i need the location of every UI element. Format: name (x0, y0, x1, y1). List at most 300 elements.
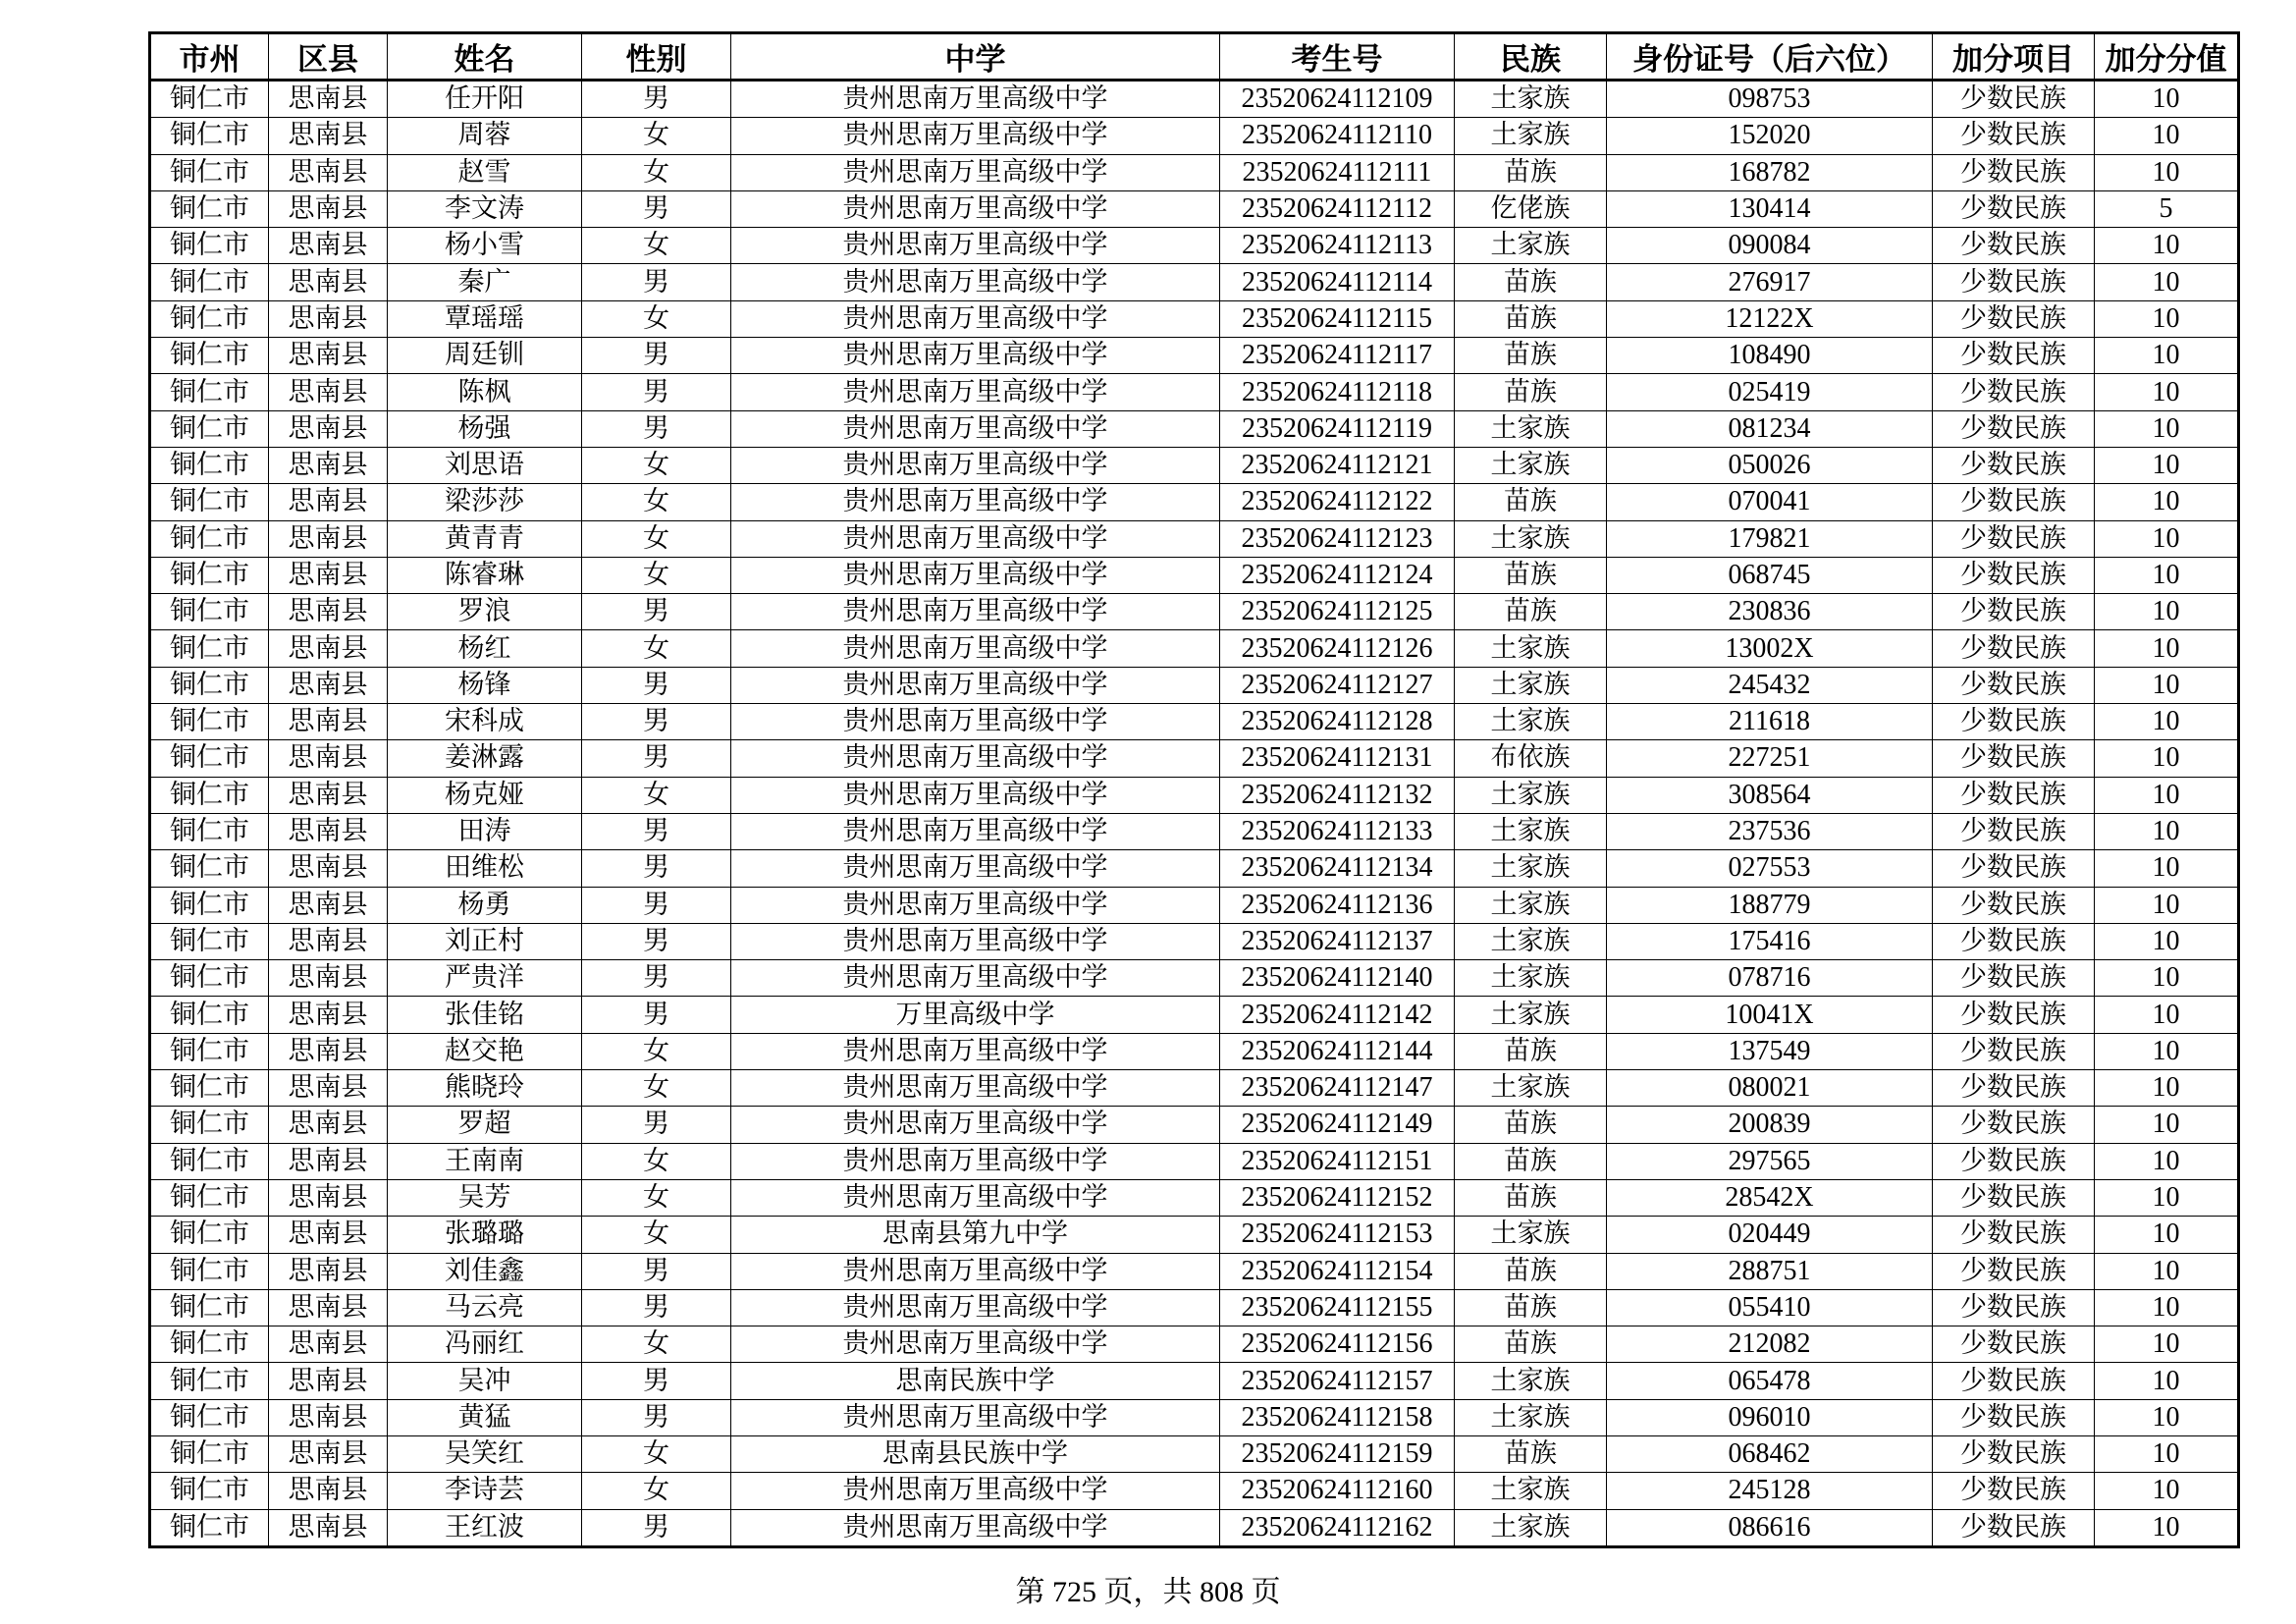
cell-exam-id-col: 23520624112125 (1220, 594, 1455, 630)
cell-name-col: 吴芳 (388, 1179, 582, 1216)
cell-exam-id-col: 23520624112144 (1220, 1033, 1455, 1069)
cell-county-col: 思南县 (269, 447, 388, 483)
cell-ethnicity-col: 土家族 (1455, 1217, 1607, 1253)
cell-id-suffix-col: 10041X (1607, 997, 1933, 1033)
cell-ethnicity-col: 苗族 (1455, 374, 1607, 410)
cell-ethnicity-col: 土家族 (1455, 447, 1607, 483)
cell-ethnicity-col: 苗族 (1455, 1033, 1607, 1069)
cell-gender-col: 女 (582, 557, 731, 593)
cell-ethnicity-col: 苗族 (1455, 594, 1607, 630)
cell-bonus-item-col: 少数民族 (1933, 1399, 2095, 1435)
cell-city-col: 铜仁市 (150, 887, 269, 923)
cell-county-col: 思南县 (269, 630, 388, 667)
cell-bonus-value-col: 10 (2095, 81, 2239, 118)
cell-bonus-item-col: 少数民族 (1933, 1070, 2095, 1107)
cell-ethnicity-col: 布依族 (1455, 740, 1607, 777)
table-header (150, 33, 2239, 81)
cell-ethnicity-col: 土家族 (1455, 813, 1607, 849)
cell-exam-id-col: 23520624112117 (1220, 338, 1455, 374)
cell-bonus-value-col: 10 (2095, 997, 2239, 1033)
cell-name-col: 黄猛 (388, 1399, 582, 1435)
table-row (150, 190, 2239, 227)
header-name-col: 姓名 (388, 33, 582, 81)
cell-county-col: 思南县 (269, 520, 388, 557)
cell-exam-id-col: 23520624112133 (1220, 813, 1455, 849)
cell-school-col: 思南民族中学 (731, 1363, 1220, 1399)
cell-gender-col: 男 (582, 667, 731, 703)
cell-name-col: 吴笑红 (388, 1435, 582, 1472)
cell-bonus-value-col: 10 (2095, 1179, 2239, 1216)
cell-city-col: 铜仁市 (150, 374, 269, 410)
cell-school-col: 贵州思南万里高级中学 (731, 777, 1220, 813)
cell-bonus-value-col: 10 (2095, 1435, 2239, 1472)
cell-exam-id-col: 23520624112110 (1220, 118, 1455, 154)
cell-exam-id-col: 23520624112136 (1220, 887, 1455, 923)
cell-exam-id-col: 23520624112156 (1220, 1326, 1455, 1363)
header-bonus-value-col: 加分分值 (2095, 33, 2239, 81)
cell-ethnicity-col: 土家族 (1455, 1399, 1607, 1435)
cell-school-col: 贵州思南万里高级中学 (731, 410, 1220, 447)
cell-id-suffix-col: 086616 (1607, 1509, 1933, 1546)
cell-city-col: 铜仁市 (150, 777, 269, 813)
cell-school-col: 贵州思南万里高级中学 (731, 1179, 1220, 1216)
cell-gender-col: 男 (582, 81, 731, 118)
cell-id-suffix-col: 13002X (1607, 630, 1933, 667)
table-row (150, 300, 2239, 337)
cell-county-col: 思南县 (269, 850, 388, 887)
cell-bonus-value-col: 10 (2095, 850, 2239, 887)
cell-name-col: 王红波 (388, 1509, 582, 1546)
table-row (150, 594, 2239, 630)
cell-county-col: 思南县 (269, 887, 388, 923)
cell-gender-col: 女 (582, 1143, 731, 1179)
cell-exam-id-col: 23520624112154 (1220, 1253, 1455, 1289)
header-city-col: 市州 (150, 33, 269, 81)
cell-school-col: 贵州思南万里高级中学 (731, 300, 1220, 337)
cell-gender-col: 女 (582, 1435, 731, 1472)
cell-bonus-item-col: 少数民族 (1933, 740, 2095, 777)
cell-name-col: 陈枫 (388, 374, 582, 410)
cell-exam-id-col: 23520624112155 (1220, 1289, 1455, 1326)
table-row (150, 154, 2239, 190)
cell-id-suffix-col: 237536 (1607, 813, 1933, 849)
cell-bonus-value-col: 10 (2095, 154, 2239, 190)
cell-ethnicity-col: 苗族 (1455, 1179, 1607, 1216)
cell-name-col: 冯丽红 (388, 1326, 582, 1363)
cell-bonus-item-col: 少数民族 (1933, 190, 2095, 227)
table-row (150, 960, 2239, 997)
cell-school-col: 贵州思南万里高级中学 (731, 1033, 1220, 1069)
cell-bonus-item-col: 少数民族 (1933, 1107, 2095, 1143)
cell-bonus-value-col: 10 (2095, 1363, 2239, 1399)
cell-county-col: 思南县 (269, 190, 388, 227)
table-row (150, 410, 2239, 447)
cell-id-suffix-col: 200839 (1607, 1107, 1933, 1143)
cell-city-col: 铜仁市 (150, 1179, 269, 1216)
cell-ethnicity-col: 苗族 (1455, 484, 1607, 520)
cell-school-col: 贵州思南万里高级中学 (731, 594, 1220, 630)
cell-gender-col: 女 (582, 484, 731, 520)
cell-name-col: 周廷钏 (388, 338, 582, 374)
cell-exam-id-col: 23520624112158 (1220, 1399, 1455, 1435)
cell-bonus-value-col: 10 (2095, 1326, 2239, 1363)
cell-ethnicity-col: 土家族 (1455, 887, 1607, 923)
cell-gender-col: 女 (582, 118, 731, 154)
cell-gender-col: 女 (582, 1033, 731, 1069)
cell-gender-col: 男 (582, 374, 731, 410)
cell-bonus-value-col: 10 (2095, 338, 2239, 374)
cell-city-col: 铜仁市 (150, 923, 269, 959)
table-row (150, 484, 2239, 520)
cell-exam-id-col: 23520624112131 (1220, 740, 1455, 777)
cell-name-col: 杨锋 (388, 667, 582, 703)
cell-ethnicity-col: 苗族 (1455, 1435, 1607, 1472)
cell-ethnicity-col: 仡佬族 (1455, 190, 1607, 227)
cell-id-suffix-col: 081234 (1607, 410, 1933, 447)
table-row (150, 1473, 2239, 1509)
cell-school-col: 贵州思南万里高级中学 (731, 1509, 1220, 1546)
cell-school-col: 贵州思南万里高级中学 (731, 374, 1220, 410)
cell-county-col: 思南县 (269, 1253, 388, 1289)
cell-id-suffix-col: 020449 (1607, 1217, 1933, 1253)
table-row (150, 1399, 2239, 1435)
cell-name-col: 李诗芸 (388, 1473, 582, 1509)
cell-bonus-item-col: 少数民族 (1933, 264, 2095, 300)
cell-gender-col: 男 (582, 264, 731, 300)
cell-gender-col: 男 (582, 1253, 731, 1289)
cell-bonus-item-col: 少数民族 (1933, 1289, 2095, 1326)
cell-gender-col: 男 (582, 1399, 731, 1435)
cell-ethnicity-col: 土家族 (1455, 1509, 1607, 1546)
cell-name-col: 罗超 (388, 1107, 582, 1143)
cell-name-col: 杨红 (388, 630, 582, 667)
cell-county-col: 思南县 (269, 1363, 388, 1399)
cell-gender-col: 男 (582, 960, 731, 997)
cell-id-suffix-col: 188779 (1607, 887, 1933, 923)
cell-bonus-item-col: 少数民族 (1933, 1033, 2095, 1069)
cell-id-suffix-col: 025419 (1607, 374, 1933, 410)
cell-county-col: 思南县 (269, 1473, 388, 1509)
cell-name-col: 梁莎莎 (388, 484, 582, 520)
cell-bonus-value-col: 10 (2095, 447, 2239, 483)
cell-county-col: 思南县 (269, 264, 388, 300)
cell-county-col: 思南县 (269, 594, 388, 630)
cell-id-suffix-col: 276917 (1607, 264, 1933, 300)
cell-ethnicity-col: 苗族 (1455, 1326, 1607, 1363)
table-row (150, 1363, 2239, 1399)
cell-exam-id-col: 23520624112126 (1220, 630, 1455, 667)
cell-id-suffix-col: 168782 (1607, 154, 1933, 190)
cell-bonus-value-col: 10 (2095, 1143, 2239, 1179)
cell-city-col: 铜仁市 (150, 410, 269, 447)
cell-exam-id-col: 23520624112160 (1220, 1473, 1455, 1509)
cell-id-suffix-col: 175416 (1607, 923, 1933, 959)
cell-city-col: 铜仁市 (150, 960, 269, 997)
cell-school-col: 贵州思南万里高级中学 (731, 1253, 1220, 1289)
cell-city-col: 铜仁市 (150, 813, 269, 849)
cell-bonus-item-col: 少数民族 (1933, 667, 2095, 703)
cell-name-col: 吴冲 (388, 1363, 582, 1399)
cell-bonus-item-col: 少数民族 (1933, 374, 2095, 410)
cell-ethnicity-col: 土家族 (1455, 81, 1607, 118)
cell-gender-col: 男 (582, 1509, 731, 1546)
cell-bonus-item-col: 少数民族 (1933, 300, 2095, 337)
cell-bonus-value-col: 10 (2095, 1473, 2239, 1509)
cell-gender-col: 男 (582, 740, 731, 777)
cell-bonus-item-col: 少数民族 (1933, 1179, 2095, 1216)
header-ethnicity-col: 民族 (1455, 33, 1607, 81)
cell-city-col: 铜仁市 (150, 1217, 269, 1253)
cell-name-col: 陈睿琳 (388, 557, 582, 593)
cell-id-suffix-col: 245432 (1607, 667, 1933, 703)
cell-school-col: 贵州思南万里高级中学 (731, 154, 1220, 190)
cell-exam-id-col: 23520624112140 (1220, 960, 1455, 997)
cell-school-col: 贵州思南万里高级中学 (731, 887, 1220, 923)
cell-county-col: 思南县 (269, 1107, 388, 1143)
cell-city-col: 铜仁市 (150, 264, 269, 300)
cell-bonus-value-col: 10 (2095, 704, 2239, 740)
cell-name-col: 赵雪 (388, 154, 582, 190)
table-row (150, 923, 2239, 959)
cell-bonus-item-col: 少数民族 (1933, 813, 2095, 849)
cell-bonus-item-col: 少数民族 (1933, 520, 2095, 557)
cell-county-col: 思南县 (269, 1217, 388, 1253)
cell-gender-col: 女 (582, 630, 731, 667)
cell-name-col: 王南南 (388, 1143, 582, 1179)
cell-ethnicity-col: 土家族 (1455, 1363, 1607, 1399)
cell-gender-col: 女 (582, 520, 731, 557)
cell-ethnicity-col: 土家族 (1455, 1473, 1607, 1509)
cell-bonus-value-col: 10 (2095, 1399, 2239, 1435)
cell-id-suffix-col: 080021 (1607, 1070, 1933, 1107)
cell-ethnicity-col: 土家族 (1455, 850, 1607, 887)
cell-id-suffix-col: 055410 (1607, 1289, 1933, 1326)
cell-school-col: 贵州思南万里高级中学 (731, 447, 1220, 483)
cell-city-col: 铜仁市 (150, 740, 269, 777)
cell-school-col: 贵州思南万里高级中学 (731, 264, 1220, 300)
cell-ethnicity-col: 苗族 (1455, 300, 1607, 337)
cell-id-suffix-col: 108490 (1607, 338, 1933, 374)
cell-gender-col: 男 (582, 997, 731, 1033)
cell-name-col: 杨勇 (388, 887, 582, 923)
cell-bonus-item-col: 少数民族 (1933, 81, 2095, 118)
cell-name-col: 罗浪 (388, 594, 582, 630)
table-row (150, 704, 2239, 740)
cell-bonus-value-col: 10 (2095, 264, 2239, 300)
cell-id-suffix-col: 308564 (1607, 777, 1933, 813)
cell-city-col: 铜仁市 (150, 1033, 269, 1069)
cell-county-col: 思南县 (269, 228, 388, 264)
cell-name-col: 田维松 (388, 850, 582, 887)
cell-bonus-item-col: 少数民族 (1933, 923, 2095, 959)
table-row (150, 630, 2239, 667)
cell-gender-col: 男 (582, 410, 731, 447)
cell-name-col: 马云亮 (388, 1289, 582, 1326)
cell-bonus-item-col: 少数民族 (1933, 1473, 2095, 1509)
cell-bonus-value-col: 10 (2095, 887, 2239, 923)
cell-gender-col: 女 (582, 228, 731, 264)
cell-ethnicity-col: 土家族 (1455, 960, 1607, 997)
cell-ethnicity-col: 苗族 (1455, 1107, 1607, 1143)
cell-id-suffix-col: 050026 (1607, 447, 1933, 483)
cell-county-col: 思南县 (269, 777, 388, 813)
cell-id-suffix-col: 065478 (1607, 1363, 1933, 1399)
cell-ethnicity-col: 苗族 (1455, 1253, 1607, 1289)
header-exam-id-col: 考生号 (1220, 33, 1455, 81)
cell-gender-col: 男 (582, 1363, 731, 1399)
cell-ethnicity-col: 土家族 (1455, 1070, 1607, 1107)
cell-bonus-value-col: 10 (2095, 228, 2239, 264)
cell-county-col: 思南县 (269, 81, 388, 118)
cell-bonus-value-col: 10 (2095, 960, 2239, 997)
cell-id-suffix-col: 137549 (1607, 1033, 1933, 1069)
cell-school-col: 贵州思南万里高级中学 (731, 557, 1220, 593)
cell-id-suffix-col: 230836 (1607, 594, 1933, 630)
cell-exam-id-col: 23520624112149 (1220, 1107, 1455, 1143)
cell-bonus-value-col: 10 (2095, 1253, 2239, 1289)
cell-gender-col: 女 (582, 447, 731, 483)
table-row (150, 997, 2239, 1033)
cell-gender-col: 女 (582, 1070, 731, 1107)
cell-bonus-item-col: 少数民族 (1933, 1217, 2095, 1253)
cell-exam-id-col: 23520624112132 (1220, 777, 1455, 813)
cell-gender-col: 男 (582, 190, 731, 227)
cell-ethnicity-col: 苗族 (1455, 1143, 1607, 1179)
cell-bonus-value-col: 10 (2095, 667, 2239, 703)
table-row (150, 1143, 2239, 1179)
header-row (150, 33, 2239, 81)
cell-city-col: 铜仁市 (150, 118, 269, 154)
cell-bonus-item-col: 少数民族 (1933, 1435, 2095, 1472)
cell-name-col: 熊晓玲 (388, 1070, 582, 1107)
cell-gender-col: 男 (582, 887, 731, 923)
cell-exam-id-col: 23520624112115 (1220, 300, 1455, 337)
cell-school-col: 贵州思南万里高级中学 (731, 960, 1220, 997)
cell-county-col: 思南县 (269, 1033, 388, 1069)
cell-county-col: 思南县 (269, 338, 388, 374)
cell-id-suffix-col: 297565 (1607, 1143, 1933, 1179)
cell-bonus-item-col: 少数民族 (1933, 447, 2095, 483)
cell-school-col: 贵州思南万里高级中学 (731, 81, 1220, 118)
cell-ethnicity-col: 土家族 (1455, 118, 1607, 154)
cell-county-col: 思南县 (269, 1143, 388, 1179)
cell-name-col: 赵交艳 (388, 1033, 582, 1069)
cell-id-suffix-col: 179821 (1607, 520, 1933, 557)
cell-county-col: 思南县 (269, 1070, 388, 1107)
cell-city-col: 铜仁市 (150, 154, 269, 190)
table-row (150, 447, 2239, 483)
cell-id-suffix-col: 152020 (1607, 118, 1933, 154)
cell-school-col: 贵州思南万里高级中学 (731, 1399, 1220, 1435)
cell-bonus-value-col: 10 (2095, 1107, 2239, 1143)
header-id-suffix-col: 身份证号（后六位） (1607, 33, 1933, 81)
table-row (150, 1253, 2239, 1289)
cell-school-col: 贵州思南万里高级中学 (731, 190, 1220, 227)
cell-bonus-value-col: 10 (2095, 1033, 2239, 1069)
cell-name-col: 严贵洋 (388, 960, 582, 997)
cell-id-suffix-col: 227251 (1607, 740, 1933, 777)
cell-gender-col: 男 (582, 1107, 731, 1143)
cell-bonus-item-col: 少数民族 (1933, 594, 2095, 630)
cell-bonus-value-col: 10 (2095, 374, 2239, 410)
cell-bonus-value-col: 10 (2095, 118, 2239, 154)
cell-exam-id-col: 23520624112124 (1220, 557, 1455, 593)
cell-bonus-item-col: 少数民族 (1933, 338, 2095, 374)
cell-bonus-item-col: 少数民族 (1933, 887, 2095, 923)
cell-bonus-item-col: 少数民族 (1933, 1363, 2095, 1399)
cell-bonus-value-col: 10 (2095, 777, 2239, 813)
cell-ethnicity-col: 土家族 (1455, 228, 1607, 264)
cell-name-col: 刘思语 (388, 447, 582, 483)
cell-gender-col: 女 (582, 1217, 731, 1253)
table-row (150, 1509, 2239, 1546)
cell-bonus-value-col: 10 (2095, 1289, 2239, 1326)
cell-id-suffix-col: 070041 (1607, 484, 1933, 520)
cell-school-col: 思南县民族中学 (731, 1435, 1220, 1472)
cell-bonus-value-col: 10 (2095, 520, 2239, 557)
cell-city-col: 铜仁市 (150, 338, 269, 374)
cell-bonus-value-col: 10 (2095, 594, 2239, 630)
cell-city-col: 铜仁市 (150, 1289, 269, 1326)
cell-ethnicity-col: 土家族 (1455, 777, 1607, 813)
cell-county-col: 思南县 (269, 374, 388, 410)
cell-bonus-value-col: 10 (2095, 410, 2239, 447)
table-row (150, 1179, 2239, 1216)
cell-county-col: 思南县 (269, 923, 388, 959)
cell-bonus-item-col: 少数民族 (1933, 704, 2095, 740)
table-row (150, 813, 2239, 849)
cell-city-col: 铜仁市 (150, 594, 269, 630)
cell-school-col: 贵州思南万里高级中学 (731, 630, 1220, 667)
cell-gender-col: 女 (582, 300, 731, 337)
cell-id-suffix-col: 078716 (1607, 960, 1933, 997)
cell-id-suffix-col: 096010 (1607, 1399, 1933, 1435)
header-gender-col: 性别 (582, 33, 731, 81)
cell-gender-col: 女 (582, 154, 731, 190)
cell-county-col: 思南县 (269, 667, 388, 703)
cell-school-col: 思南县第九中学 (731, 1217, 1220, 1253)
cell-exam-id-col: 23520624112114 (1220, 264, 1455, 300)
cell-bonus-item-col: 少数民族 (1933, 997, 2095, 1033)
cell-name-col: 刘正村 (388, 923, 582, 959)
cell-id-suffix-col: 098753 (1607, 81, 1933, 118)
table-row (150, 1070, 2239, 1107)
cell-ethnicity-col: 苗族 (1455, 264, 1607, 300)
cell-gender-col: 男 (582, 704, 731, 740)
table-row (150, 338, 2239, 374)
cell-exam-id-col: 23520624112122 (1220, 484, 1455, 520)
cell-city-col: 铜仁市 (150, 300, 269, 337)
page-number-footer: 第 725 页，共 808 页 (1015, 1576, 1281, 1608)
cell-city-col: 铜仁市 (150, 704, 269, 740)
cell-school-col: 贵州思南万里高级中学 (731, 1473, 1220, 1509)
cell-name-col: 杨强 (388, 410, 582, 447)
cell-city-col: 铜仁市 (150, 1509, 269, 1546)
cell-gender-col: 男 (582, 1289, 731, 1326)
cell-bonus-item-col: 少数民族 (1933, 1326, 2095, 1363)
cell-gender-col: 女 (582, 777, 731, 813)
table-row (150, 1217, 2239, 1253)
table-body (150, 81, 2239, 1547)
cell-id-suffix-col: 28542X (1607, 1179, 1933, 1216)
cell-exam-id-col: 23520624112127 (1220, 667, 1455, 703)
cell-exam-id-col: 23520624112153 (1220, 1217, 1455, 1253)
cell-city-col: 铜仁市 (150, 997, 269, 1033)
cell-gender-col: 女 (582, 1473, 731, 1509)
cell-city-col: 铜仁市 (150, 1107, 269, 1143)
cell-exam-id-col: 23520624112151 (1220, 1143, 1455, 1179)
table-row (150, 1033, 2239, 1069)
